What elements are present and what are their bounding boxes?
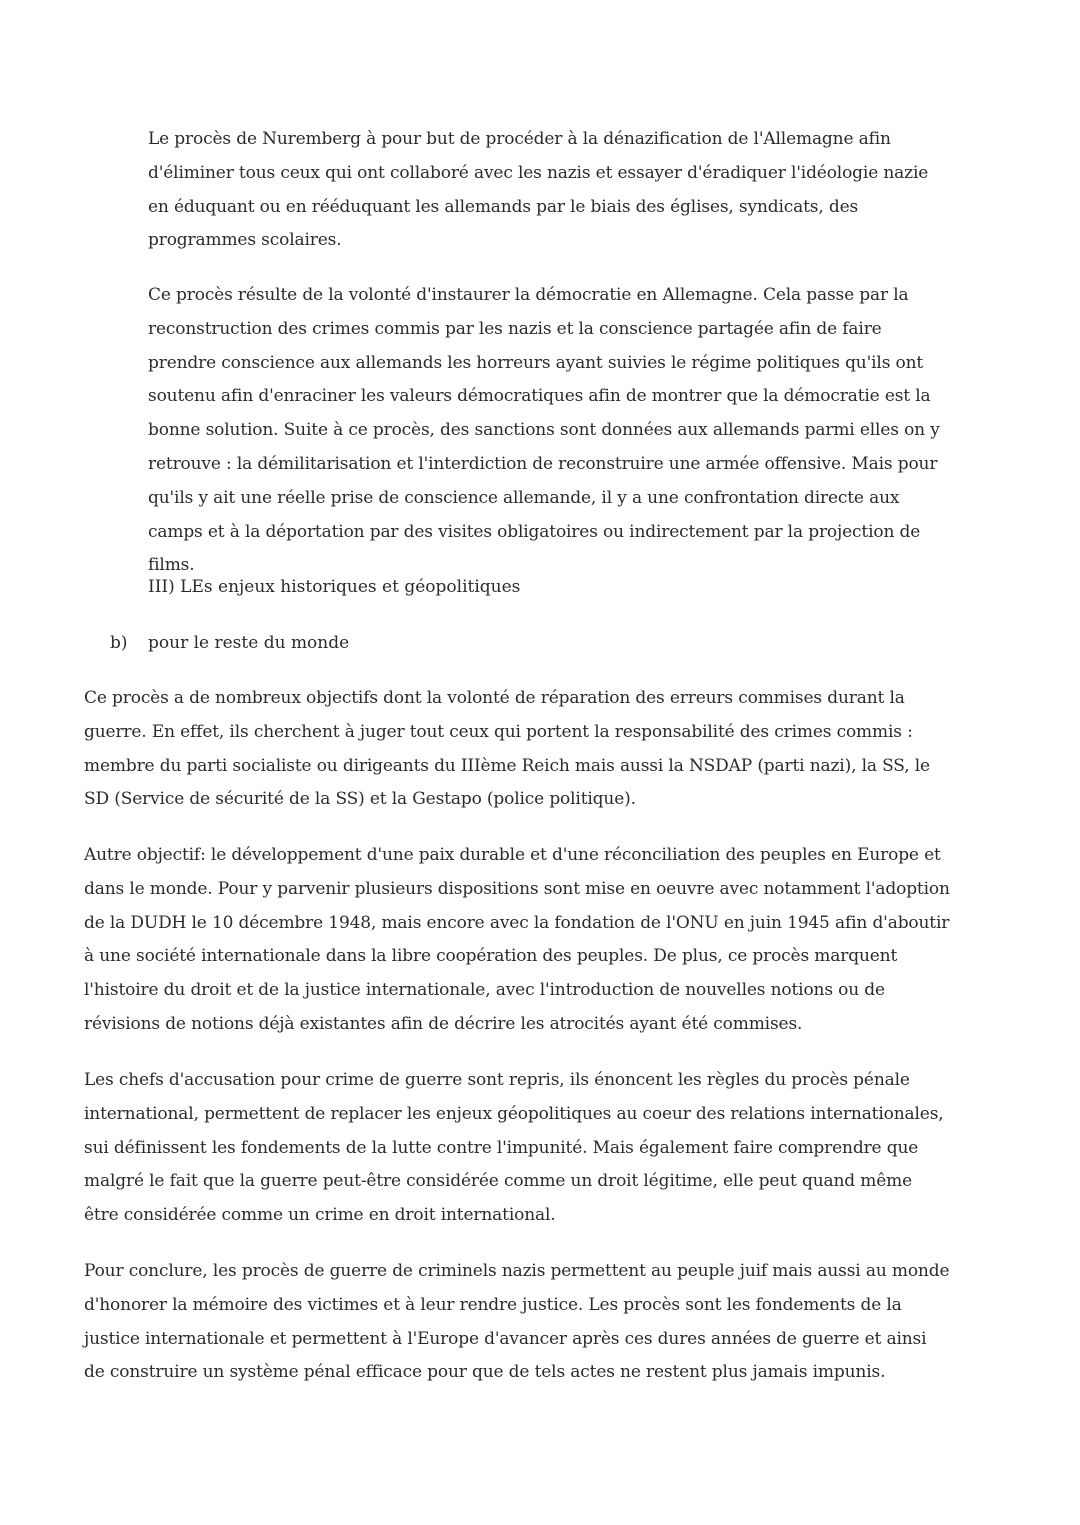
section-heading: III) LEs enjeux historiques et géopolitiques xyxy=(148,577,521,597)
paragraph-denazification: Le procès de Nuremberg à pour but de procéder à la dénazification de l'Allemagne afin d'éliminer tous ceux qui ont collaboré avec les nazis et essayer d'éradiquer l'idéologie nazie en éduquant ou en rééduquant les allemands par le biais des églises, syndicats, des programmes scolaires. xyxy=(148,129,929,251)
subsection-item xyxy=(110,626,349,660)
subsection-label: pour le reste du monde xyxy=(148,633,350,653)
subsection-marker: b) xyxy=(110,633,128,653)
paragraph-democracy: Ce procès résulte de la volonté d'instaurer la démocratie en Allemagne. Cela passe par la reconstruction des crimes commis par les nazis et la conscience partagée afin de faire prendre conscience aux allemands les horreurs ayant suivies le régime politiques qu'ils ont soutenu afin d'enraciner les valeurs démocratiques afin de montrer que la démocratie est la bonne solution. Suite à ce procès, des sanctions sont données aux allemands parmi elles on y retrouve : la démilitarisation et l'interdiction de reconstruire une armée offensive. Mais pour qu'ils y ait une réelle prise de conscience allemande, il y a une confrontation directe aux camps et à la déportation par des visites obligatoires ou indirectement par la projection de films. xyxy=(148,285,940,576)
paragraph-objectives: Ce procès a de nombreux objectifs dont la volonté de réparation des erreurs commises durant la guerre. En effet, ils cherchent à juger tout ceux qui portent la responsabilité des crimes commis : membre du parti socialiste ou dirigeants du IIIème Reich mais aussi la NSDAP (parti nazi), la SS, le SD (Service de sécurité de la SS) et la Gestapo (police politique). xyxy=(84,688,930,810)
paragraph-lasting-peace: Autre objectif: le développement d'une paix durable et d'une réconciliation des peuples en Europe et dans le monde. Pour y parvenir plusieurs dispositions sont mise en oeuvre avec notamment l'adoption de la DUDH le 10 décembre 1948, mais encore avec la fondation de l'ONU en juin 1945 afin d'aboutir à une société internationale dans la libre coopération des peuples. De plus, ce procès marquent l'histoire du droit et de la justice internationale, avec l'introduction de nouvelles notions ou de révisions de notions déjà existantes afin de décrire les atrocités ayant été commises. xyxy=(84,845,950,1034)
paragraph-war-crimes: Les chefs d'accusation pour crime de guerre sont repris, ils énoncent les règles du procès pénale international, permettent de replacer les enjeux géopolitiques au coeur des relations internationales, sui définissent les fondements de la lutte contre l'impunité. Mais également faire comprendre que malgré le fait que la guerre peut-être considérée comme un droit légitime, elle peut quand même être considérée comme un crime en droit international. xyxy=(84,1070,944,1226)
paragraph-conclusion: Pour conclure, les procès de guerre de criminels nazis permettent au peuple juif mais aussi au monde d'honorer la mémoire des victimes et à leur rendre justice. Les procès sont les fondements de la justice internationale et permettent à l'Europe d'avancer après ces dures années de guerre et ainsi de construire un système pénal efficace pour que de tels actes ne restent plus jamais impunis. xyxy=(84,1261,950,1383)
